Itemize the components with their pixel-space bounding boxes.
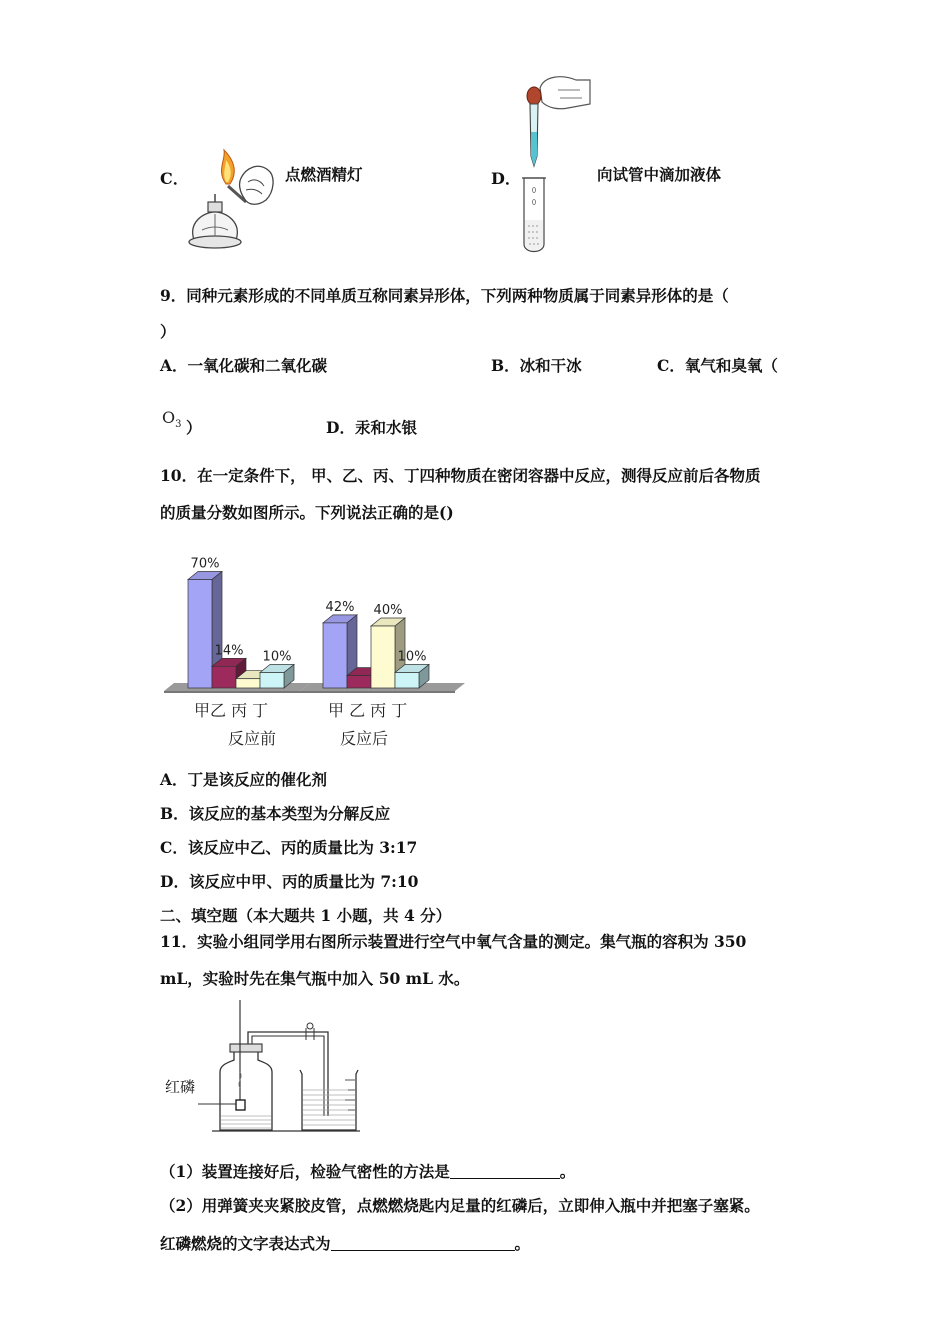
q9-option-c-close: ） (186, 418, 202, 437)
q11-part1-text: （1）装置连接好后，检验气密性的方法是 (160, 1162, 450, 1181)
section-heading: 二、填空题（本大题共 1 小题，共 4 分） (160, 906, 452, 925)
tick-labels-after: 甲 乙 丙 丁 (328, 701, 408, 720)
ozone-symbol: O (162, 408, 176, 427)
oxygen-measurement-apparatus (160, 1000, 370, 1140)
group-label-after: 反应后 (340, 729, 389, 748)
tick-labels-before: 甲乙 丙 丁 (194, 701, 269, 720)
q9-stem: 9．同种元素形成的不同单质互称同素异形体，下列两种物质属于同素异形体的是（ (160, 286, 729, 305)
data-label-after-3: 10% (397, 649, 427, 665)
dropper-test-tube-figure (518, 72, 594, 254)
data-label-before-0: 70% (190, 556, 220, 572)
bar-before-丁 (260, 665, 294, 689)
option-d-text: 向试管中滴加液体 (597, 165, 722, 184)
q9-stem-end: ） (160, 322, 176, 341)
alcohol-lamp-figure (186, 148, 282, 254)
q11-part3-end: 。 (514, 1234, 531, 1253)
q11-part2: （2）用弹簧夹夹紧胶皮管，点燃燃烧匙内足量的红磷后，立即伸入瓶中并把塞子塞紧。 (160, 1196, 760, 1215)
ozone-formula (162, 408, 182, 430)
q11-part3-answer-blank[interactable] (331, 1234, 515, 1251)
chart-floor-edge (164, 691, 455, 693)
q9-option-a: A．一氧化碳和二氧化碳 (160, 356, 328, 375)
q9-option-b: B．冰和干冰 (491, 356, 582, 375)
q10-option-b: B．该反应的基本类型为分解反应 (160, 804, 391, 823)
q10-stem-line1: 10．在一定条件下， 甲、乙、丙、丁四种物质在密闭容器中反应，测得反应前后各物质 (160, 466, 761, 485)
group-label-before: 反应前 (228, 729, 277, 748)
option-c-text: 点燃酒精灯 (285, 165, 363, 184)
data-label-after-2: 40% (373, 603, 403, 618)
q10-stem-line2: 的质量分数如图所示。下列说法正确的是() (160, 503, 454, 522)
data-label-after-0: 42% (325, 599, 355, 615)
option-c-letter: C． (160, 169, 189, 188)
q11-part3 (160, 1234, 530, 1254)
q10-option-c: C．该反应中乙、丙的质量比为 3:17 (160, 838, 418, 857)
bar-after-丁 (395, 665, 429, 689)
q11-stem-line2: mL，实验时先在集气瓶中加入 50 mL 水。 (160, 969, 470, 988)
q10-option-d: D．该反应中甲、丙的质量比为 7:10 (160, 872, 419, 891)
q11-part1-end: 。 (559, 1162, 576, 1181)
ozone-subscript: 3 (175, 419, 182, 431)
q11-stem-line1: 11．实验小组同学用右图所示装置进行空气中氧气含量的测定。集气瓶的容积为 350 (160, 932, 747, 951)
data-label-before-3: 10% (262, 649, 292, 665)
data-label-before-1: 14% (214, 643, 244, 659)
q9-option-c: C．氧气和臭氧（ (657, 356, 778, 375)
q11-part3-text: 红磷燃烧的文字表达式为 (160, 1234, 331, 1253)
q9-option-d: D．汞和水银 (326, 418, 417, 437)
q11-part1-answer-blank[interactable] (450, 1162, 560, 1179)
q11-part1 (160, 1162, 575, 1182)
option-d-letter: D． (491, 169, 521, 188)
q10-option-a: A．丁是该反应的催化剂 (160, 770, 328, 789)
red-phosphorus-label: 红磷 (165, 1078, 196, 1096)
mass-fraction-bar-chart (160, 534, 460, 754)
